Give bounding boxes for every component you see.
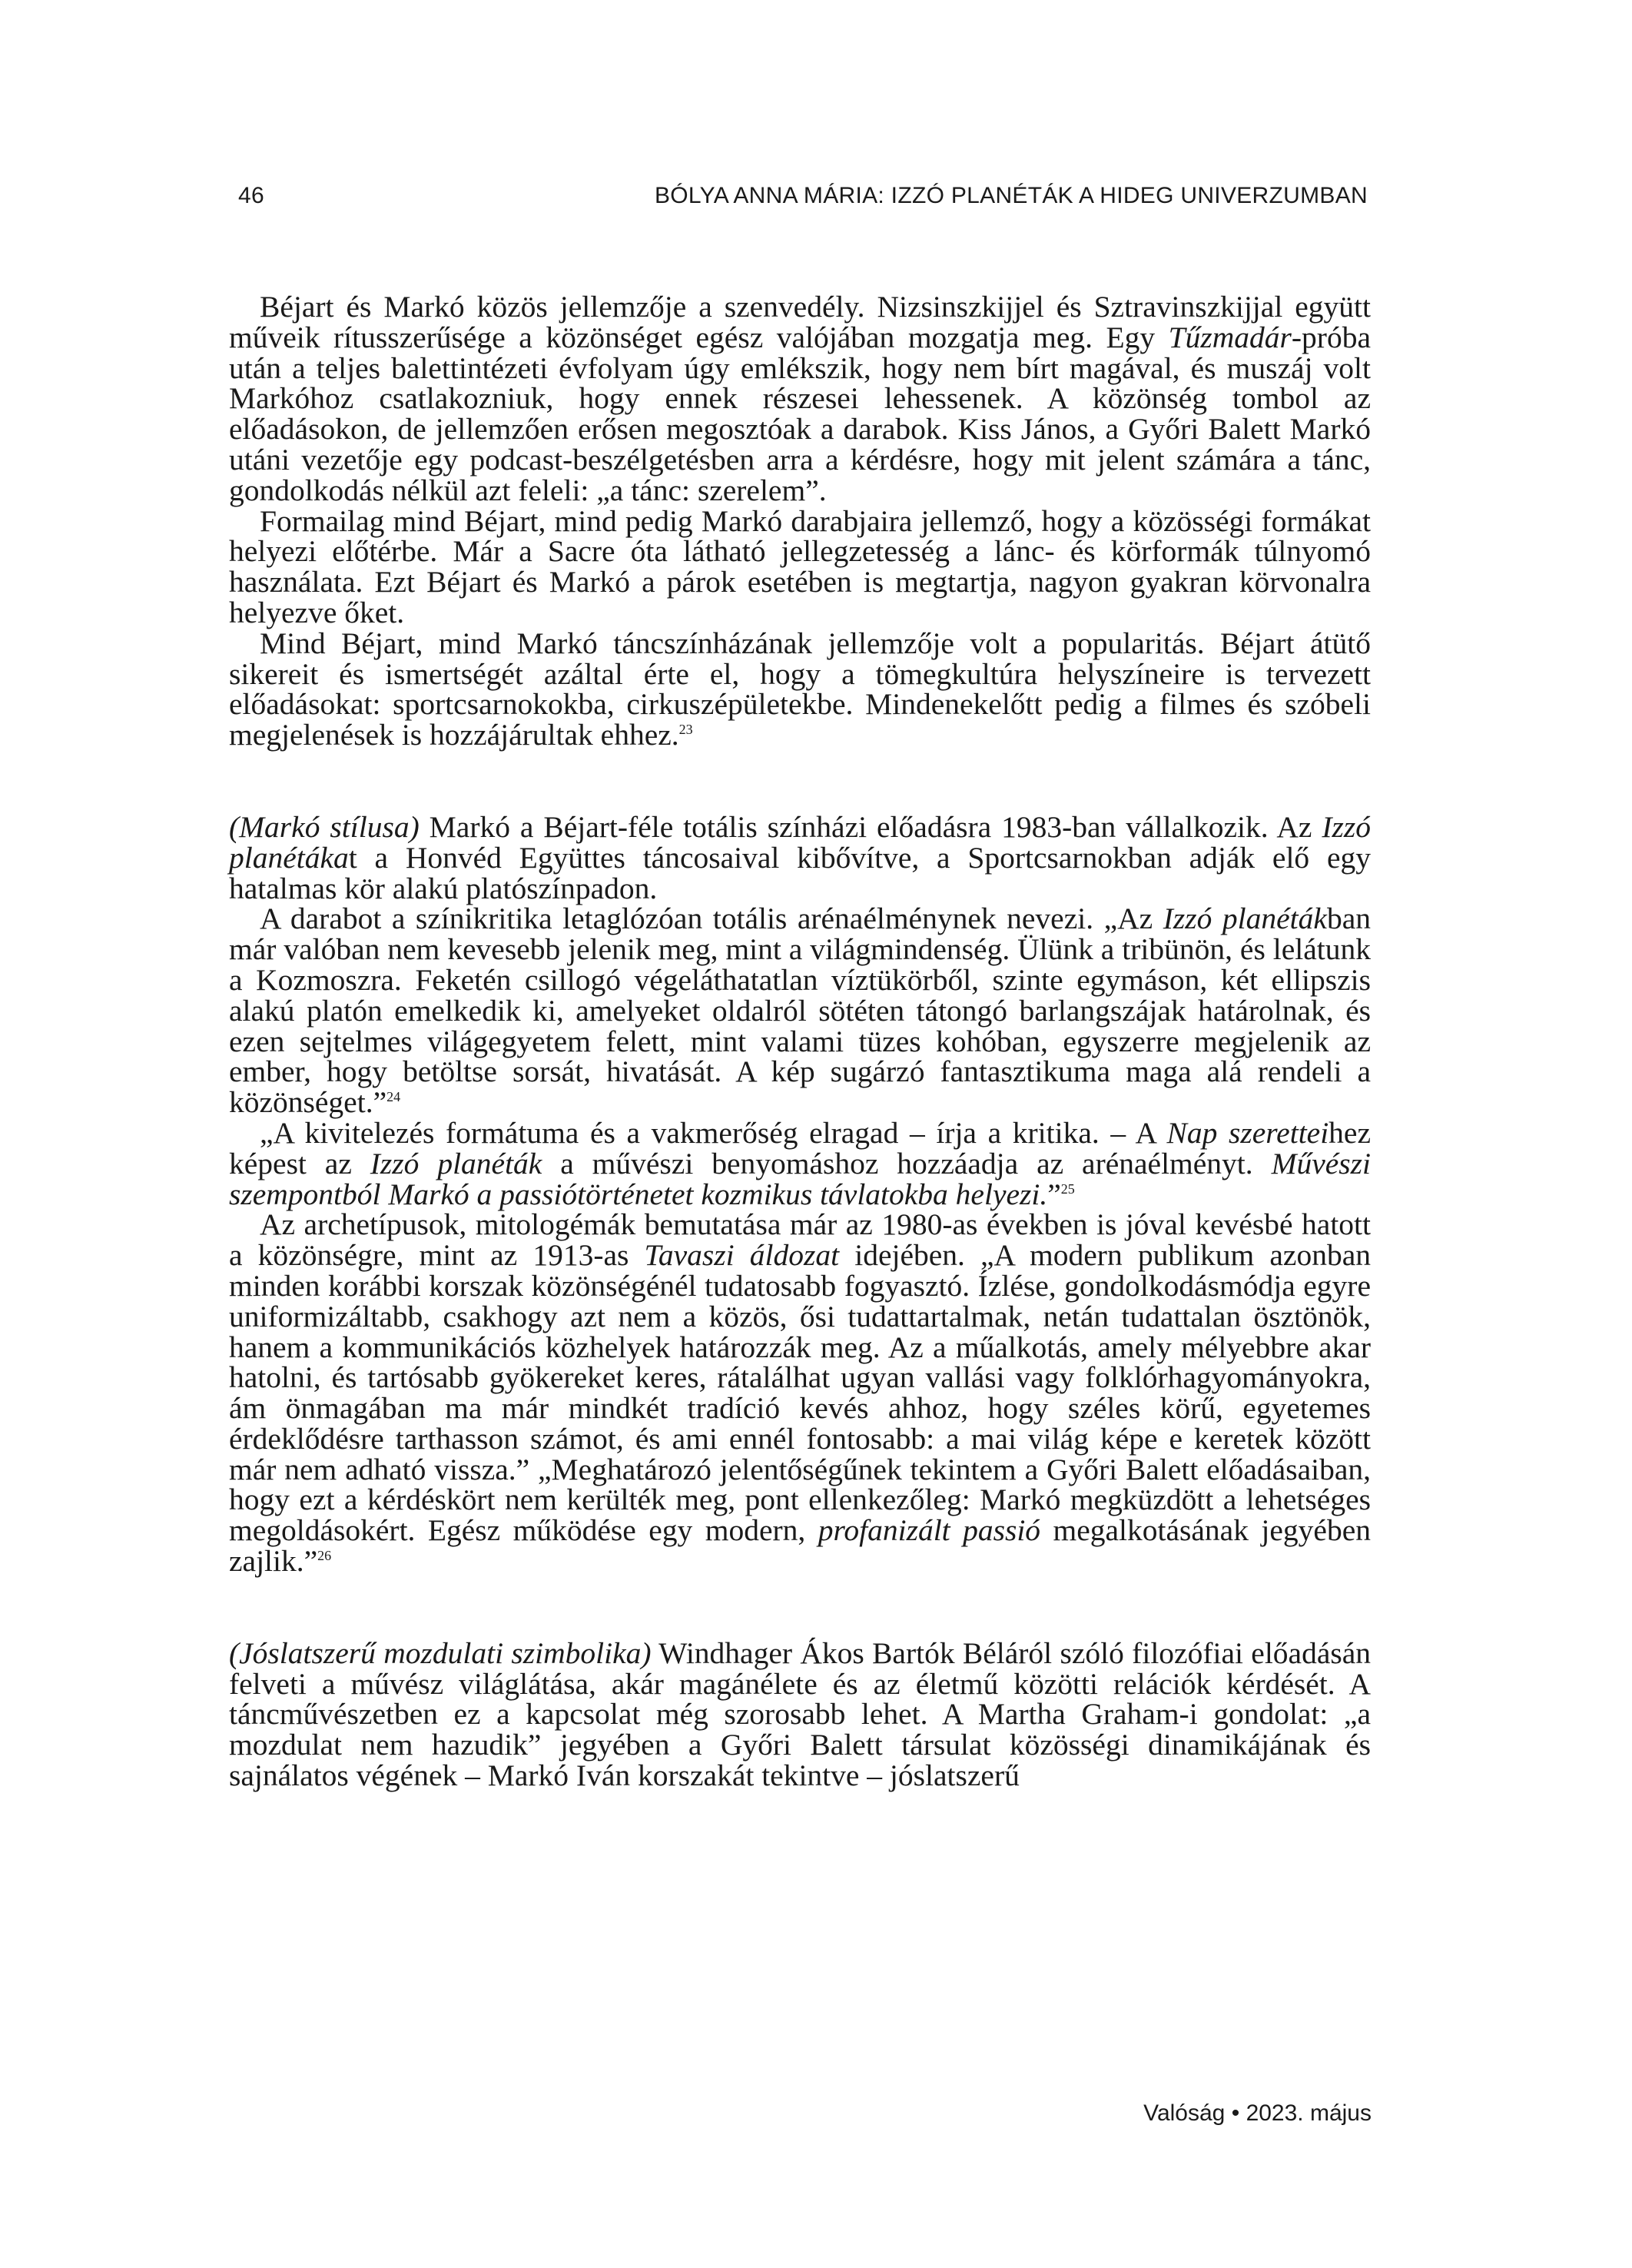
paragraph <box>229 626 1371 752</box>
text-run: Az archetípusok, mitologémák bemutatása már az 1980-as években is jóval kevésbé hatott a közönségre, mint az 1913-as <box>229 1207 1371 1273</box>
italic-run: profanizált passió <box>818 1513 1041 1548</box>
page-number: 46 <box>238 183 264 208</box>
italic-run: Tűzmadár <box>1168 320 1292 354</box>
issue-date: 2023. május <box>1246 2100 1372 2126</box>
italic-run: Izzó planétáka <box>229 809 1371 875</box>
italic-run: Izzó planéták <box>1163 902 1327 936</box>
section-paragraph <box>229 1635 1372 1793</box>
paragraph <box>229 503 1371 629</box>
text-run: „A kivitelezés formátuma és a vakmerőség elragad – írja a kritika. – A <box>260 1115 1167 1150</box>
text-run: Windhager Ákos Bartók Béláról szóló filozófiai előadásán felveti a művész világlátása, akár magánélete és az életmű közötti relációk kérdését. A táncművészetben ez a kapcsolat még szorosabb lehet. A Martha Graham-i gondolat: „a mozdulat nem hazudik” jegyében a Győri Balett társulat közösségi dinamikájának és sajnálatos végének – Markó Iván korszakát tekintve – jóslatszerű <box>229 1635 1372 1793</box>
text-run: megalkotásának jegyében zajlik.” <box>229 1513 1371 1579</box>
page-footer <box>1143 2100 1372 2127</box>
text-run: a művészi benyomáshoz hozzáadja az arénaélményt. <box>542 1146 1272 1180</box>
italic-run: (Jóslatszerű mozdulati szimbolika) <box>229 1635 652 1670</box>
text-run: -próba után a teljes balettintézeti évfolyam úgy emlékszik, hogy nem bírt magával, és muszáj volt Markóhoz csatlakozniuk, hogy ennek részesei lehessenek. A közönség tombol az előadásokon, de jellemzően erősen megosztóak a darabok. Kiss János, a Győri Balett Markó utáni vezetője egy podcast-beszélgetésben arra a kérdésre, hogy mit jelent számára a tánc, gondolkodás nélkül azt feleli: „a tánc: szerelem”. <box>229 320 1371 507</box>
text-run: A darabot a színikritika letaglózóan totális arénaélménynek nevezi. „Az <box>260 902 1163 936</box>
footnote-ref: 25 <box>1060 1180 1075 1197</box>
paragraph <box>229 904 1371 1118</box>
text-run: ” <box>1047 1177 1061 1211</box>
text-run: ban már valóban nem kevesebb jelenik meg, mint a világmindenség. Ülünk a tribünön, és lelátunk a Kozmoszra. Feketén csillogó végeláthatatlan víztükörből, szinte egymáson, két ellipszis alakú platón emelkedik ki, amelyeket oldalról sötéten tátongó barlangszájak határolnak, és ezen sejtelmes világegyetem felett, mint valami tüzes kohóban, egyszerre megjelenik az ember, hogy betöltse sorsát, hivatását. A kép sugárzó fantasztikuma maga alá rendeli a közönséget.” <box>229 902 1371 1120</box>
italic-run: Tavaszi áldozat <box>644 1238 840 1273</box>
running-header <box>231 183 1368 221</box>
text-run: hez képest az <box>229 1115 1371 1180</box>
footnote-ref: 24 <box>386 1089 401 1105</box>
paragraph <box>229 1115 1371 1211</box>
article-body <box>229 292 1371 1791</box>
section-gap <box>229 1577 1371 1639</box>
text-run: Formailag mind Béjart, mind pedig Markó darabjaira jellemző, hogy a közösségi formákat helyezi előtérbe. Már a Sacre óta látható jellegzetesség a lánc- és körformák túlnyomó használata. Ezt Béjart és Markó a párok esetében is megtartja, nagyon gyakran körvonalra helyezve őket. <box>229 503 1371 629</box>
italic-run: (Markó stílusa) <box>229 809 420 844</box>
text-run: Béjart és Markó közös jellemzője a szenvedély. Nizsinszkijjel és Sztravinszkijjal együtt műveik rítusszerűsége a közönséget egész valójában mozgatja meg. Egy <box>229 290 1371 354</box>
footer-separator: • <box>1231 2100 1240 2126</box>
running-title: BÓLYA ANNA MÁRIA: IZZÓ PLANÉTÁK A HIDEG UNIVERZUMBAN <box>654 183 1368 208</box>
paragraph <box>229 292 1371 506</box>
footnote-ref: 26 <box>317 1548 332 1564</box>
footnote-ref: 23 <box>678 722 693 738</box>
text-run: t a Honvéd Együttes táncosaival kibővítve, a Sportcsarnokban adják elő egy hatalmas kör alakú platószínpadon. <box>229 840 1371 905</box>
text-run: idejében. „A modern publikum azonban minden korábbi korszak közönségénél tudatosabb fogyasztó. Ízlése, gondolkodásmódja egyre uniformizáltabb, csakhogy azt nem a közös, ősi tudattartalmak, netán tudattalan ösztönök, hanem a kommunikációs közhelyek határozzák meg. Az a műalkotás, amely mélyebbre akar hatolni, és tartósabb gyökereket keres, rátalálhat ugyan vallási vagy folklórhagyományokra, ám önmagában ma már mindkét tradíció kevés ahhoz, hogy széles körű, egyetemes érdeklődésre tarthasson számot, és ami ennél fontosabb: a mai világ képe e keretek között már nem adható vissza.” „Meghatározó jelentőségűnek tekintem a Győri Balett előadásaiban, hogy ezt a kérdéskört nem kerülték meg, pont ellenkezőleg: Markó megküzdött a lehetséges megoldásokért. Egész működése egy modern, <box>229 1238 1371 1548</box>
paragraph <box>229 1207 1371 1579</box>
journal-name: Valóság <box>1143 2100 1226 2126</box>
italic-run: Művészi szempontból Markó a passiótörténetet kozmikus távlatokba helyezi. <box>229 1146 1371 1211</box>
section-gap <box>229 751 1371 812</box>
text-run: Mind Béjart, mind Markó táncszínházának jellemzője volt a popularitás. Béjart átütő sikereit és ismertségét azáltal érte el, hogy a tömegkultúra helyszíneire is tervezett előadásokat: sportcsarnokokba, cirkuszépületekbe. Mindenekelőtt pedig a filmes és szóbeli megjelenések is hozzájárultak ehhez. <box>229 626 1371 752</box>
text-run: Markó a Béjart-féle totális színházi előadásra 1983-ban vállalkozik. Az <box>419 809 1322 844</box>
italic-run: Nap szerettei <box>1166 1115 1329 1150</box>
italic-run: Izzó planéták <box>370 1146 542 1180</box>
section-paragraph <box>229 809 1371 905</box>
